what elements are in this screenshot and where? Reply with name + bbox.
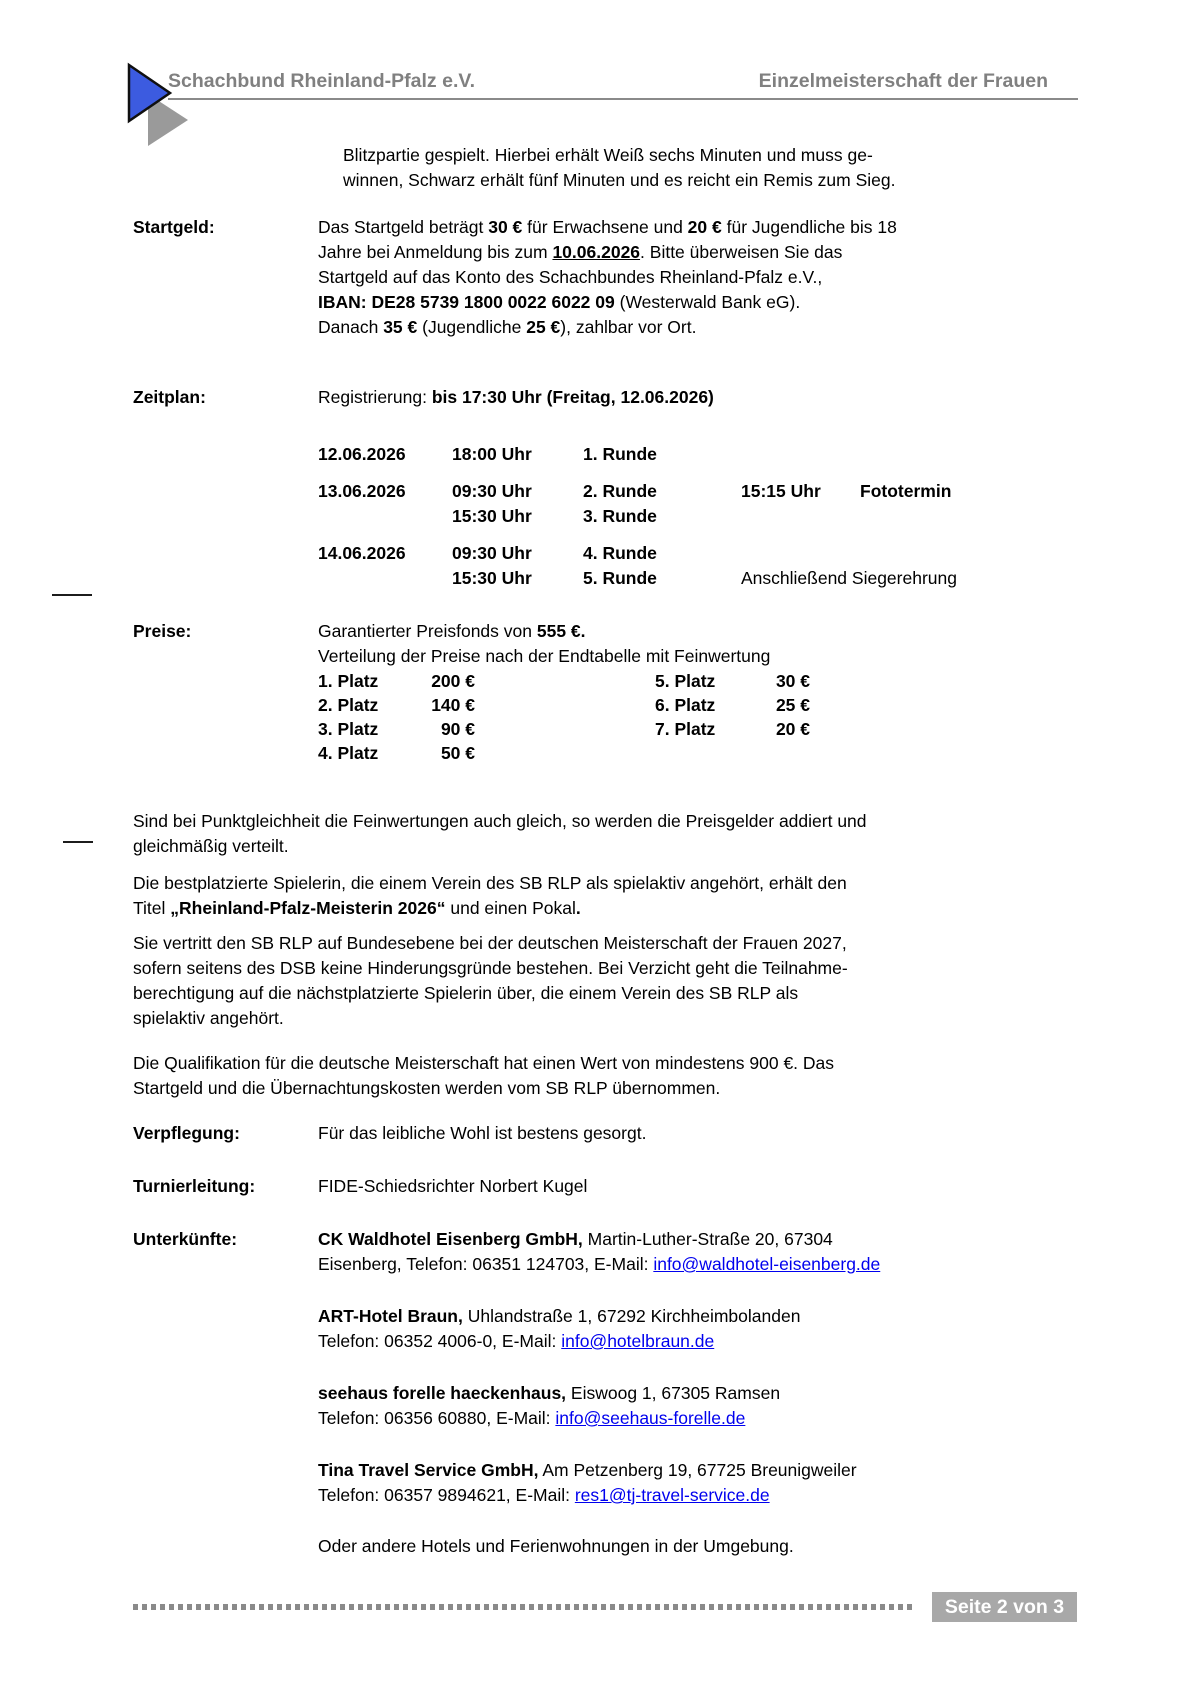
schedule-group: [318, 479, 1174, 529]
text-segment: 555 €.: [536, 621, 586, 641]
section-zeitplan: [133, 385, 1174, 591]
text-segment: ), zahlbar vor Ort.: [560, 317, 697, 337]
paragraph-title: [133, 871, 1174, 921]
text-segment: Sie vertritt den SB RLP auf Bundesebene bei der deutschen Meisterschaft der Frauen 2027,: [133, 933, 847, 953]
prize-amount: 30 €: [775, 671, 810, 691]
text-segment: .: [575, 898, 581, 918]
text-segment: gleichmäßig verteilt.: [133, 836, 289, 856]
prize-place: 3. Platz: [318, 719, 379, 739]
text-segment: Telefon: 06352 4006-0, E-Mail:: [318, 1331, 562, 1351]
schedule-date: 13.06.2026: [318, 481, 406, 501]
text-segment: Das Startgeld beträgt: [318, 217, 489, 237]
section-label-preise: Preise:: [133, 621, 192, 641]
section-startgeld: [133, 215, 1174, 340]
text-segment: Telefon: 06357 9894621, E-Mail:: [318, 1485, 575, 1505]
text-segment: berechtigung auf die nächstplatzierte Spielerin über, die einem Verein des SB RLP als: [133, 983, 799, 1003]
preise-text: [318, 619, 1174, 669]
prize-amount: 140 €: [431, 695, 475, 715]
prize-row: [318, 741, 1174, 765]
prize-amount: 90 €: [440, 719, 475, 739]
schedule-time: 09:30 Uhr: [452, 543, 532, 563]
section-label-zeitplan: Zeitplan:: [133, 387, 206, 407]
section-label-startgeld: Startgeld:: [133, 217, 215, 237]
text-segment: IBAN: DE28 5739 1800 0022 6022 09: [318, 292, 615, 312]
schedule-round: 3. Runde: [583, 506, 657, 526]
prize-place: 1. Platz: [318, 671, 379, 691]
email-link[interactable]: info@seehaus-forelle.de: [555, 1408, 746, 1428]
text-segment: Sind bei Punktgleichheit die Feinwertungen auch gleich, so werden die Preisgelder addiert und: [133, 811, 867, 831]
schedule-round: 1. Runde: [583, 444, 657, 464]
text-segment: Startgeld auf das Konto des Schachbundes Rheinland-Pfalz e.V.,: [318, 267, 823, 287]
prize-gap: [475, 741, 655, 765]
closing-line: Oder andere Hotels und Ferienwohnungen in der Umgebung.: [318, 1536, 794, 1556]
section-label-unterkuenfte: Unterkünfte:: [133, 1229, 238, 1249]
text-segment: 35 €: [383, 317, 418, 337]
text-segment: 20 €: [687, 217, 722, 237]
text-segment: Am Petzenberg 19, 67725 Breunigweiler: [538, 1460, 857, 1480]
prize-amount: [745, 741, 810, 765]
schedule-row: [318, 504, 1174, 529]
text-segment: . Bitte überweisen Sie das: [640, 242, 843, 262]
schedule-date: 12.06.2026: [318, 444, 406, 464]
paragraph-tiebreak: [133, 809, 1174, 859]
prize-amount: 50 €: [440, 743, 475, 763]
hotel-list: [318, 1227, 1174, 1508]
text-segment: 10.06.2026: [552, 242, 641, 262]
text-segment: und einen Pokal: [445, 898, 576, 918]
schedule-round: 4. Runde: [583, 543, 657, 563]
schedule-row: [318, 442, 1174, 467]
prize-gap: [475, 669, 655, 693]
schedule-date: [318, 504, 452, 529]
text-segment: Die Qualifikation für die deutsche Meisterschaft hat einen Wert von mindestens 900 €. Das: [133, 1053, 835, 1073]
header-doc-title: Einzelmeisterschaft der Frauen: [758, 70, 1048, 92]
text-segment: 25 €: [526, 317, 561, 337]
schedule-time: 09:30 Uhr: [452, 481, 532, 501]
prize-place: 6. Platz: [655, 695, 716, 715]
section-label-verpflegung: Verpflegung:: [133, 1123, 240, 1143]
text-segment: Eiswoog 1, 67305 Ramsen: [566, 1383, 781, 1403]
prize-row: [318, 669, 1174, 693]
schedule-time: 18:00 Uhr: [452, 444, 532, 464]
prize-table: [318, 669, 1174, 765]
section-turnierleitung: [133, 1174, 1174, 1199]
prize-amount: 200 €: [431, 671, 475, 691]
text-segment: Uhlandstraße 1, 67292 Kirchheimbolanden: [462, 1306, 801, 1326]
prize-place: 7. Platz: [655, 719, 716, 739]
text-segment: Eisenberg, Telefon: 06351 124703, E-Mail:: [318, 1254, 654, 1274]
email-link[interactable]: info@waldhotel-eisenberg.de: [653, 1254, 881, 1274]
prize-place: [655, 741, 745, 765]
schedule-row: [318, 479, 1174, 504]
text-segment: Tina Travel Service GmbH,: [318, 1460, 539, 1480]
text-segment: Danach: [318, 317, 384, 337]
schedule-round: 5. Runde: [583, 568, 657, 588]
section-label-turnierleitung: Turnierleitung:: [133, 1176, 256, 1196]
section-unterkuenfte: [133, 1227, 1174, 1559]
text-segment: sofern seitens des DSB keine Hinderungsgründe bestehen. Bei Verzicht geht die Teilnahme-: [133, 958, 848, 978]
schedule-table: [318, 442, 1174, 591]
header-org-title: Schachbund Rheinland-Pfalz e.V.: [168, 70, 476, 92]
page-number-badge: Seite 2 von 3: [932, 1592, 1077, 1622]
email-link[interactable]: info@hotelbraun.de: [561, 1331, 715, 1351]
schedule-row: [318, 541, 1174, 566]
email-link[interactable]: res1@tj-travel-service.de: [574, 1485, 770, 1505]
prize-row: [318, 693, 1174, 717]
startgeld-text: [318, 215, 1174, 340]
schedule-note: Fototermin: [860, 481, 952, 501]
text-segment: winnen, Schwarz erhält fünf Minuten und es reicht ein Remis zum Sieg.: [343, 170, 896, 190]
text-segment: seehaus forelle haeckenhaus,: [318, 1383, 567, 1403]
schedule-extra-time: 15:15 Uhr: [741, 481, 821, 501]
prize-place: 5. Platz: [655, 671, 716, 691]
schedule-date: [318, 566, 452, 591]
text-segment: Telefon: 06356 60880, E-Mail:: [318, 1408, 556, 1428]
text-segment: für Jugendliche bis 18: [721, 217, 897, 237]
schedule-round: 2. Runde: [583, 481, 657, 501]
text-segment: Verteilung der Preise nach der Endtabelle mit Feinwertung: [318, 646, 771, 666]
paragraph-qualification: [133, 931, 1174, 1031]
prize-amount: 20 €: [775, 719, 810, 739]
hotel-entry: [318, 1381, 1174, 1431]
prize-gap: [475, 693, 655, 717]
hotel-entry: [318, 1304, 1174, 1354]
text-segment: 30 €: [488, 217, 523, 237]
verpflegung-text: Für das leibliche Wohl ist bestens gesorgt.: [318, 1123, 647, 1143]
turnierleitung-text: FIDE-Schiedsrichter Norbert Kugel: [318, 1176, 588, 1196]
text-segment: Die bestplatzierte Spielerin, die einem Verein des SB RLP als spielaktiv angehört, erhält den: [133, 873, 847, 893]
prize-amount: 25 €: [775, 695, 810, 715]
schedule-time: 15:30 Uhr: [452, 568, 532, 588]
text-segment: CK Waldhotel Eisenberg GmbH,: [318, 1229, 583, 1249]
text-segment: Martin-Luther-Straße 20, 67304: [582, 1229, 833, 1249]
prize-row: [318, 717, 1174, 741]
text-segment: Jahre bei Anmeldung bis zum: [318, 242, 553, 262]
prize-gap: [475, 717, 655, 741]
text-segment: „Rheinland-Pfalz-Meisterin 2026“: [170, 898, 446, 918]
text-segment: (Westerwald Bank eG).: [614, 292, 801, 312]
schedule-time: 15:30 Uhr: [452, 506, 532, 526]
text-segment: ART-Hotel Braun,: [318, 1306, 463, 1326]
hotel-entry: [318, 1458, 1174, 1508]
schedule-date: 14.06.2026: [318, 543, 406, 563]
schedule-row: [318, 566, 1174, 591]
text-segment: bis 17:30 Uhr (Freitag, 12.06.2026): [431, 387, 714, 407]
registration-line: [318, 385, 1174, 410]
text-segment: Blitzpartie gespielt. Hierbei erhält Weiß sechs Minuten und muss ge-: [343, 145, 873, 165]
prize-place: 4. Platz: [318, 743, 379, 763]
text-segment: spielaktiv angehört.: [133, 1008, 284, 1028]
text-segment: Startgeld und die Übernachtungskosten werden vom SB RLP übernommen.: [133, 1078, 721, 1098]
text-segment: Registrierung:: [318, 387, 432, 407]
paragraph-value: [133, 1051, 1174, 1101]
footer-dotted-line: [133, 1604, 913, 1610]
text-segment: (Jugendliche: [417, 317, 527, 337]
schedule-group: [318, 442, 1174, 467]
prize-place: 2. Platz: [318, 695, 379, 715]
schedule-note: Anschließend Siegerehrung: [741, 568, 957, 588]
intro-paragraph: [343, 143, 1174, 193]
section-verpflegung: [133, 1121, 1174, 1146]
schedule-group: [318, 541, 1174, 591]
text-segment: Garantierter Preisfonds von: [318, 621, 537, 641]
text-segment: für Erwachsene und: [522, 217, 688, 237]
page-footer: [133, 1592, 1077, 1622]
hotel-entry: [318, 1227, 1174, 1277]
section-preise: [133, 619, 1174, 765]
text-segment: Titel: [133, 898, 171, 918]
